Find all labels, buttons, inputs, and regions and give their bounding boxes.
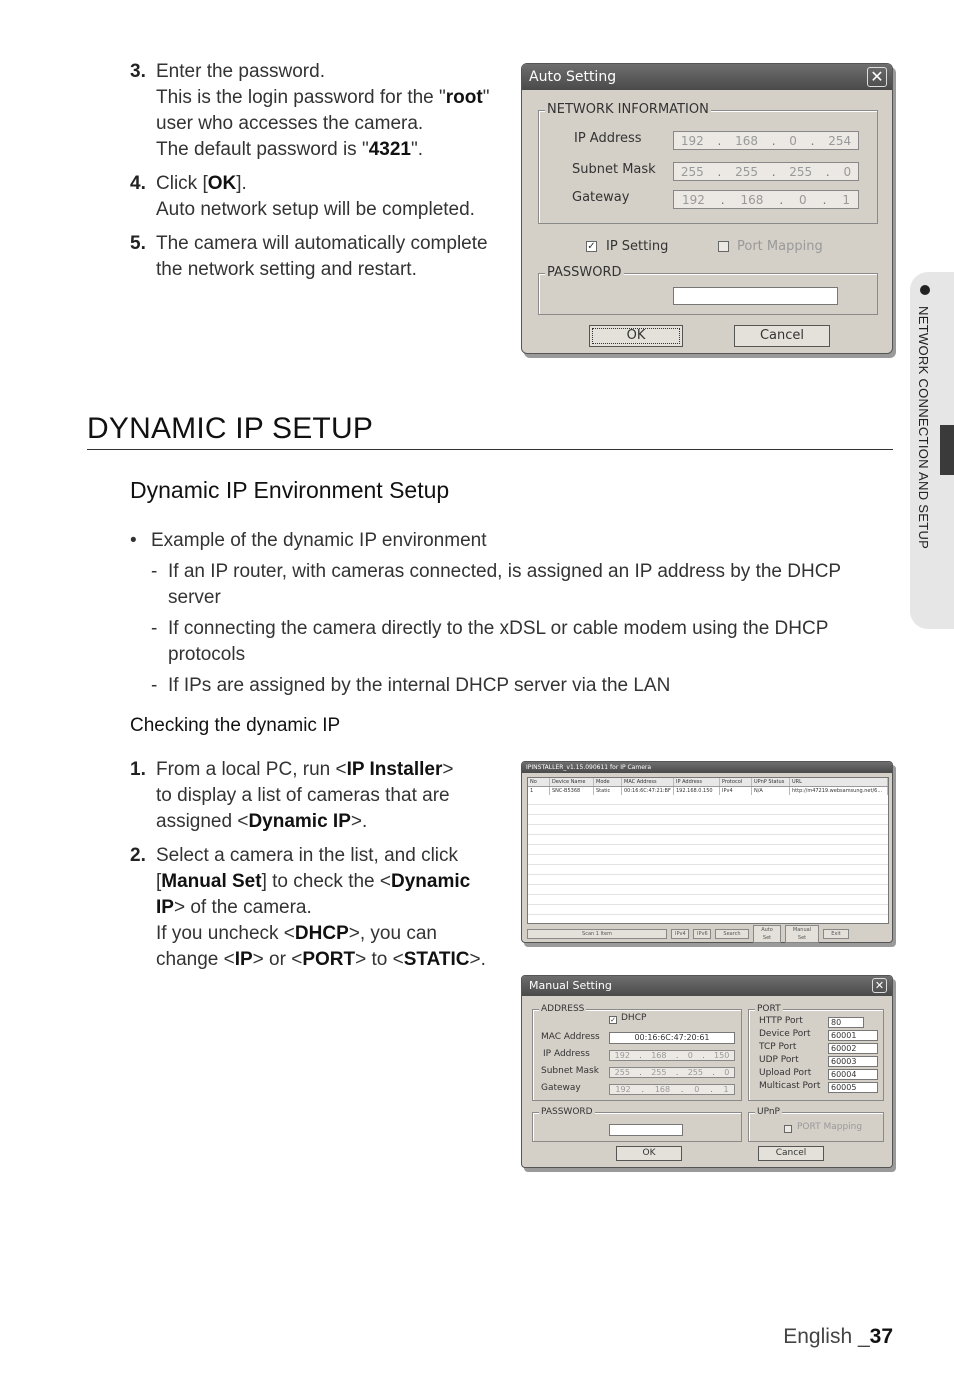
column-header[interactable]: UPnP Status <box>752 778 790 786</box>
step-line <box>156 137 489 163</box>
step-text: change < <box>156 949 235 970</box>
chapter-label: NETWORK CONNECTION AND SETUP <box>916 306 931 550</box>
ip-octet: 0 <box>694 1085 700 1094</box>
toolbar-button[interactable]: IPv4 <box>671 929 689 939</box>
bold-term: IP <box>234 949 253 970</box>
step-line <box>156 921 486 947</box>
table-cell: IPv4 <box>720 787 752 795</box>
manual-setting-dialog <box>521 975 893 1168</box>
ip-separator: . <box>710 1085 713 1094</box>
password-legend: PASSWORD <box>541 1107 593 1117</box>
step-text: >, you can <box>348 923 437 944</box>
network-info-group <box>538 102 878 224</box>
ip-setting-checkbox[interactable]: ✓ <box>587 241 596 252</box>
ip-octet: 255 <box>614 1068 630 1077</box>
cancel-button[interactable]: Cancel <box>758 1146 824 1161</box>
cancel-button[interactable]: Cancel <box>734 325 830 347</box>
port-input[interactable]: 60003 <box>828 1056 878 1067</box>
column-header[interactable]: MAC Address <box>622 778 674 786</box>
step-text: This is the login password for the " <box>156 87 446 108</box>
toolbar-button[interactable]: Exit <box>823 929 849 939</box>
address-legend: ADDRESS <box>541 1004 585 1014</box>
ip-octet: 192 <box>615 1085 631 1094</box>
table-cell: Static <box>594 787 622 795</box>
step-text: ] to check the < <box>261 871 391 892</box>
port-input[interactable]: 60005 <box>828 1082 878 1093</box>
address-group <box>532 1004 742 1101</box>
page-number: 37 <box>869 1325 893 1348</box>
port-label: TCP Port <box>759 1042 797 1052</box>
ip-octet: 192 <box>680 133 704 148</box>
dialog-titlebar <box>522 64 892 90</box>
step-text: From a local PC, run < <box>156 759 347 780</box>
column-header[interactable]: Protocol <box>720 778 752 786</box>
step-text: The camera will automatically complete <box>156 233 488 254</box>
step-item <box>130 757 486 835</box>
step-text: " <box>482 87 490 108</box>
ip-octet: 255 <box>680 164 704 179</box>
bold-term: DHCP <box>294 923 349 944</box>
list-item <box>130 528 870 554</box>
bold-term: Dynamic IP <box>248 811 351 832</box>
step-text: assigned < <box>156 811 249 832</box>
step-text: user who accesses the camera. <box>156 113 424 134</box>
steps-top <box>130 59 489 291</box>
step-item <box>130 231 489 283</box>
ip-octet: 0 <box>799 192 807 207</box>
ip-octet: 255 <box>735 164 758 179</box>
toolbar-button[interactable]: Auto Set <box>753 925 781 943</box>
ip-separator: . <box>771 133 776 148</box>
ip-separator: . <box>641 1085 645 1094</box>
table-cell: 1 <box>528 787 550 795</box>
ip-separator: . <box>717 133 722 148</box>
ip-address-field[interactable] <box>673 131 859 150</box>
bold-term: Manual Set <box>161 871 262 892</box>
ip-separator: . <box>822 192 827 207</box>
column-header[interactable]: Mode <box>594 778 622 786</box>
bold-term: PORT <box>302 949 356 970</box>
ip-separator: . <box>639 1068 642 1077</box>
port-input[interactable]: 60001 <box>828 1030 878 1041</box>
step-line <box>156 59 489 85</box>
camera-list-header <box>528 778 888 787</box>
step-item <box>130 171 489 223</box>
ip-octet: 1 <box>842 192 850 207</box>
step-line <box>156 783 453 809</box>
gateway-field[interactable] <box>609 1084 735 1095</box>
step-text: If you uncheck < <box>156 923 295 944</box>
list-item: - If an IP router, with cameras connected, is assigned an IP address by the DHCP server <box>130 559 870 611</box>
gateway-label: Gateway <box>572 190 630 205</box>
list-item: - If IPs are assigned by the internal DHCP server via the LAN <box>130 673 870 699</box>
step-number: 1. <box>130 759 146 780</box>
port-mapping-checkbox[interactable] <box>718 241 729 252</box>
port-label: HTTP Port <box>759 1016 803 1026</box>
password-group <box>532 1107 742 1142</box>
column-header[interactable]: URL <box>790 778 888 786</box>
bullet-icon: • <box>130 530 137 551</box>
table-row[interactable] <box>528 787 888 795</box>
table-cell: N/A <box>752 787 790 795</box>
bold-term: STATIC <box>403 949 470 970</box>
step-text: >. <box>469 949 486 970</box>
bold-term: 4321 <box>368 139 411 160</box>
ip-address-field[interactable] <box>609 1050 735 1061</box>
ip-separator: . <box>639 1051 642 1060</box>
dash-text: If connecting the camera directly to the xDSL or cable modem using the DHCP protocols <box>168 618 829 665</box>
step-text: The default password is " <box>156 139 369 160</box>
port-mapping-label: Port Mapping <box>737 239 823 254</box>
port-label: Upload Port <box>759 1068 812 1078</box>
ok-button[interactable]: OK <box>589 325 683 347</box>
table-cell: 00:16:6C:47:21:BF <box>622 787 674 795</box>
step-text: ]. <box>236 173 247 194</box>
ip-installer-toolbar <box>527 929 849 939</box>
ip-octet: 0 <box>789 133 797 148</box>
step-text: ". <box>410 139 423 160</box>
mac-label: MAC Address <box>541 1032 600 1042</box>
bullet-icon <box>920 285 930 295</box>
ip-octet: 1 <box>723 1085 729 1094</box>
toolbar-button[interactable]: Scan 1 Item <box>527 929 667 939</box>
column-header[interactable]: No <box>528 778 550 786</box>
auto-setting-dialog <box>521 63 893 354</box>
table-cell: SNC-B5368 <box>550 787 594 795</box>
subnet-mask-label: Subnet Mask <box>572 162 656 177</box>
dialog-title: Auto Setting <box>529 69 617 85</box>
port-label: Device Port <box>759 1029 811 1039</box>
step-line <box>156 197 475 223</box>
close-icon[interactable]: ✕ <box>867 67 887 87</box>
ip-octet: 254 <box>828 133 852 148</box>
step-text: Select a camera in the list, and click <box>156 845 459 866</box>
password-legend: PASSWORD <box>547 265 622 280</box>
ip-separator: . <box>810 133 815 148</box>
step-item <box>130 59 489 163</box>
ip-address-label: IP Address <box>543 1049 590 1059</box>
step-number: 2. <box>130 845 146 866</box>
step-text: >. <box>350 811 368 832</box>
dhcp-checkbox[interactable]: ✓ <box>610 1016 616 1024</box>
step-text: > <box>442 759 454 780</box>
port-mapping-checkbox[interactable] <box>784 1125 792 1133</box>
list-item: - If connecting the camera directly to the xDSL or cable modem using the DHCP protocols <box>130 616 870 668</box>
ip-octet: 150 <box>714 1051 730 1060</box>
mac-field[interactable]: 00:16:6C:47:20:61 <box>609 1032 735 1044</box>
column-header[interactable]: Device Name <box>550 778 594 786</box>
step-text: > of the camera. <box>173 897 312 918</box>
ip-separator: . <box>680 1085 684 1094</box>
upnp-group <box>748 1107 884 1142</box>
step-line <box>156 85 489 111</box>
ip-octet: 255 <box>789 164 813 179</box>
toolbar-button[interactable]: Search <box>715 929 749 939</box>
subsection-title: Dynamic IP Environment Setup <box>130 477 450 503</box>
ip-separator: . <box>675 1051 679 1060</box>
step-line <box>156 809 453 835</box>
bold-term: root <box>445 87 483 108</box>
dialog-titlebar <box>522 976 892 996</box>
toolbar-button[interactable]: Manual Set <box>785 925 819 943</box>
step-text: to display a list of cameras that are <box>156 785 450 806</box>
step-text: [ <box>156 871 162 892</box>
port-legend: PORT <box>757 1004 781 1014</box>
ip-octet: 168 <box>735 133 758 148</box>
ip-octet: 192 <box>614 1051 630 1060</box>
step-line <box>156 757 453 783</box>
step-number: 3. <box>130 61 146 82</box>
ip-address-label: IP Address <box>574 131 642 146</box>
upnp-legend: UPnP <box>757 1107 780 1117</box>
table-cell: http://m47219.websamsung.net/6... <box>790 787 888 795</box>
ip-octet: 192 <box>681 192 705 207</box>
ip-octet: 0 <box>687 1051 693 1060</box>
bold-term: IP Installer <box>346 759 443 780</box>
bold-term: Dynamic <box>390 871 471 892</box>
ip-octet: 255 <box>687 1068 703 1077</box>
step-text: the network setting and restart. <box>156 259 417 280</box>
toolbar-button[interactable]: IPv6 <box>693 929 711 939</box>
subnet-mask-field[interactable] <box>673 162 859 181</box>
step-line <box>156 257 488 283</box>
ip-separator: . <box>779 192 784 207</box>
table-cell: 192.168.0.150 <box>674 787 720 795</box>
ip-octet: 0 <box>843 164 852 179</box>
close-icon[interactable]: ✕ <box>872 978 887 993</box>
ip-separator: . <box>771 164 776 179</box>
password-group <box>538 265 878 315</box>
section-divider <box>87 449 893 450</box>
dialog-title: Manual Setting <box>529 979 612 992</box>
step-item <box>130 843 486 973</box>
ip-separator: . <box>702 1051 705 1060</box>
gateway-field[interactable] <box>673 190 859 209</box>
bold-term: OK <box>207 173 237 194</box>
ip-separator: . <box>675 1068 679 1077</box>
step-text: > or < <box>252 949 303 970</box>
step-line <box>156 895 486 921</box>
port-label: Multicast Port <box>759 1081 821 1091</box>
ip-setting-label: IP Setting <box>606 239 669 254</box>
step-line <box>156 869 486 895</box>
step-text: Click [ <box>156 173 208 194</box>
chapter-side-tab <box>910 272 954 629</box>
subnet-mask-field[interactable] <box>609 1067 735 1078</box>
port-group <box>748 1004 884 1101</box>
column-header[interactable]: IP Address <box>674 778 720 786</box>
footer-language: English _ <box>783 1325 870 1348</box>
chapter-marker <box>940 425 954 475</box>
ip-octet: 255 <box>651 1068 667 1077</box>
ip-installer-window <box>521 761 893 943</box>
ip-installer-title: IPINSTALLER_v1.15.090611 for IP Camera <box>522 762 892 773</box>
ip-octet: 168 <box>740 192 764 207</box>
checking-title: Checking the dynamic IP <box>130 715 341 736</box>
camera-list[interactable] <box>527 777 889 924</box>
network-info-legend: NETWORK INFORMATION <box>547 102 709 117</box>
step-line <box>156 843 486 869</box>
step-number: 5. <box>130 233 146 254</box>
password-input[interactable] <box>609 1124 683 1136</box>
step-text: Auto network setup will be completed. <box>156 199 475 220</box>
port-mapping-label: PORT Mapping <box>797 1122 863 1132</box>
bold-term: IP <box>156 897 174 918</box>
ip-octet: 0 <box>724 1068 730 1077</box>
bullet-text: Example of the dynamic IP environment <box>151 530 487 551</box>
subnet-mask-label: Subnet Mask <box>541 1066 599 1076</box>
step-number: 4. <box>130 173 146 194</box>
ip-separator: . <box>720 192 725 207</box>
port-input[interactable]: 60004 <box>828 1069 878 1080</box>
section-title: DYNAMIC IP SETUP <box>87 412 374 445</box>
step-line <box>156 171 475 197</box>
dash-text: If an IP router, with cameras connected, is assigned an IP address by the DHCP server <box>168 561 841 608</box>
step-line <box>156 111 489 137</box>
ip-octet: 168 <box>654 1085 671 1094</box>
ip-octet: 168 <box>651 1051 667 1060</box>
dhcp-label: DHCP <box>621 1013 647 1023</box>
password-input[interactable] <box>673 287 838 305</box>
ok-button[interactable]: OK <box>616 1146 682 1161</box>
port-label: UDP Port <box>759 1055 799 1065</box>
gateway-label: Gateway <box>541 1083 581 1093</box>
step-line <box>156 231 488 257</box>
ip-separator: . <box>825 164 830 179</box>
dash-text: If IPs are assigned by the internal DHCP server via the LAN <box>168 675 671 696</box>
step-text: Enter the password. <box>156 61 325 82</box>
ip-separator: . <box>712 1068 715 1077</box>
page-footer <box>783 1325 893 1349</box>
port-input[interactable]: 60002 <box>828 1043 878 1054</box>
port-input[interactable]: 80 <box>828 1017 864 1028</box>
step-line <box>156 947 486 973</box>
steps-bottom <box>130 757 486 981</box>
environment-list <box>130 528 870 699</box>
step-text: > to < <box>355 949 404 970</box>
ip-separator: . <box>717 164 722 179</box>
